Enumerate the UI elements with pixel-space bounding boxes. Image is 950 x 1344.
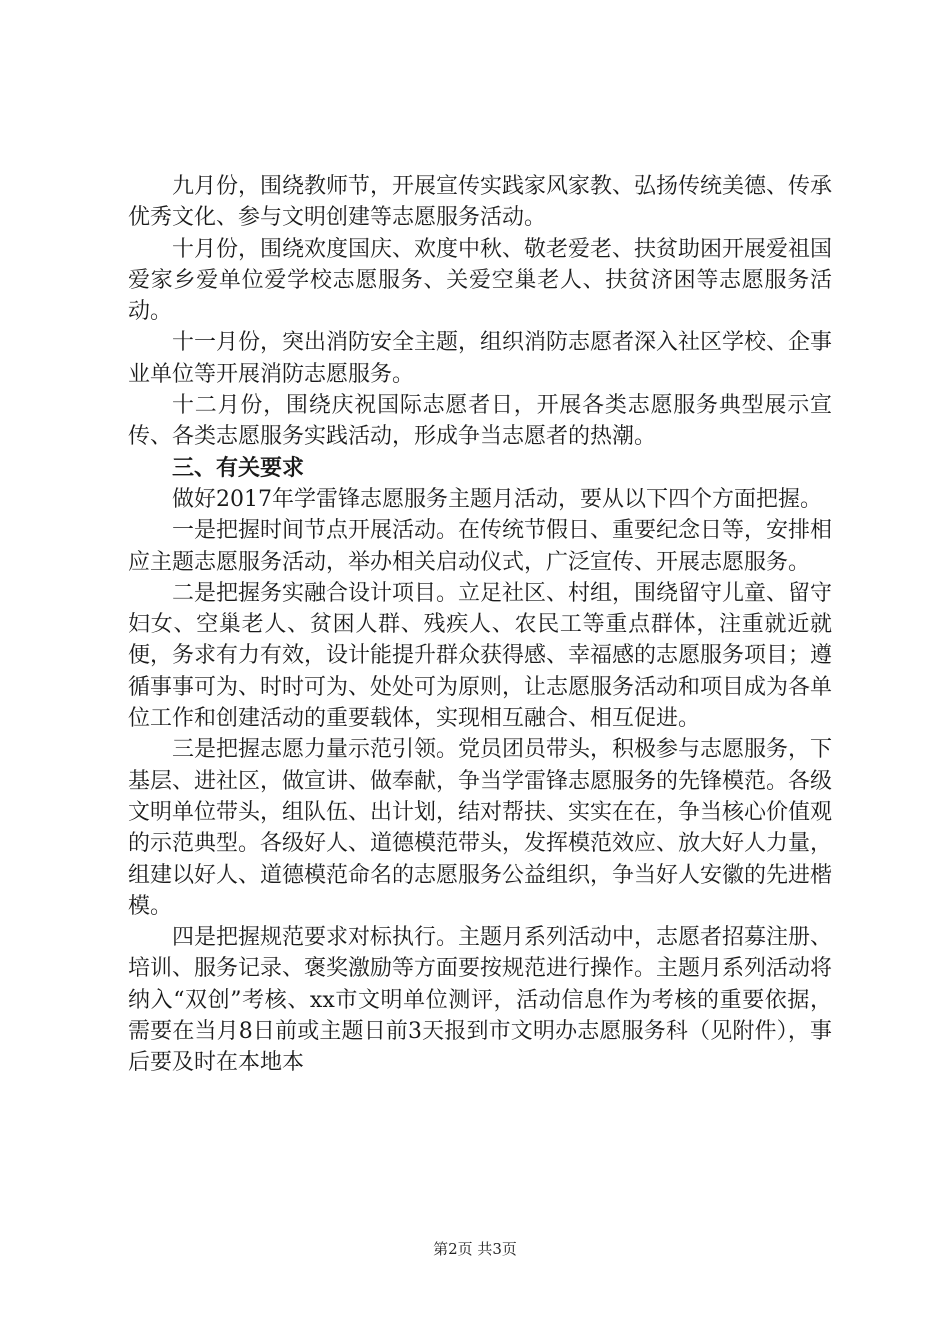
paragraph-intro: 做好2017年学雷锋志愿服务主题月活动，要从以下四个方面把握。 — [172, 486, 822, 512]
paragraph-november: 十一月份，突出消防安全主题，组织消防志愿者深入社区学校、企事业单位等开展消防志愿服务。 — [128, 330, 833, 387]
paragraph-september: 九月份，围绕教师节，开展宣传实践家风家教、弘扬传统美德、传承优秀文化、参与文明创建等志愿服务活动。 — [128, 174, 833, 231]
document-body — [128, 171, 832, 1079]
page-number-footer: 第2页 共3页 — [433, 1240, 517, 1258]
paragraph-requirement-1: 一是把握时间节点开展活动。在传统节假日、重要纪念日等，安排相应主题志愿服务活动，举办相关启动仪式，广泛宣传、开展志愿服务。 — [128, 518, 833, 575]
paragraph-requirement-4: 四是把握规范要求对标执行。主题月系列活动中，志愿者招募注册、培训、服务记录、褒奖激励等方面要按规范进行操作。主题月系列活动将纳入“双创”考核、xx市文明单位测评，活动信息作为考核的重要依据，需要在当月8日前或主题日前3天报到市文明办志愿服务科（见附件），事后要及时在本地本 — [128, 925, 833, 1076]
paragraph-october: 十月份，围绕欢度国庆、欢度中秋、敬老爱老、扶贫助困开展爱祖国爱家乡爱单位爱学校志愿服务、关爱空巢老人、扶贫济困等志愿服务活动。 — [128, 236, 833, 325]
section-heading: 三、有关要求 — [172, 455, 305, 481]
paragraph-requirement-2: 二是把握务实融合设计项目。立足社区、村组，围绕留守儿童、留守妇女、空巢老人、贫困人群、残疾人、农民工等重点群体，注重就近就便，务求有力有效，设计能提升群众获得感、幸福感的志愿服务项目；遵循事事可为、时时可为、处处可为原则，让志愿服务活动和项目成为各单位工作和创建活动的重要载体，实现相互融合、相互促进。 — [128, 580, 833, 732]
paragraph-december: 十二月份，围绕庆祝国际志愿者日，开展各类志愿服务典型展示宣传、各类志愿服务实践活动，形成争当志愿者的热潮。 — [128, 393, 832, 450]
paragraph-requirement-3: 三是把握志愿力量示范引领。党员团员带头，积极参与志愿服务，下基层、进社区，做宣讲、做奉献，争当学雷锋志愿服务的先锋模范。各级文明单位带头，组队伍、出计划，结对帮扶、实实在在，争当核心价值观的示范典型。各级好人、道德模范带头，发挥模范效应、放大好人力量，组建以好人、道德模范命名的志愿服务公益组织，争当好人安徽的先进楷模。 — [128, 737, 833, 919]
